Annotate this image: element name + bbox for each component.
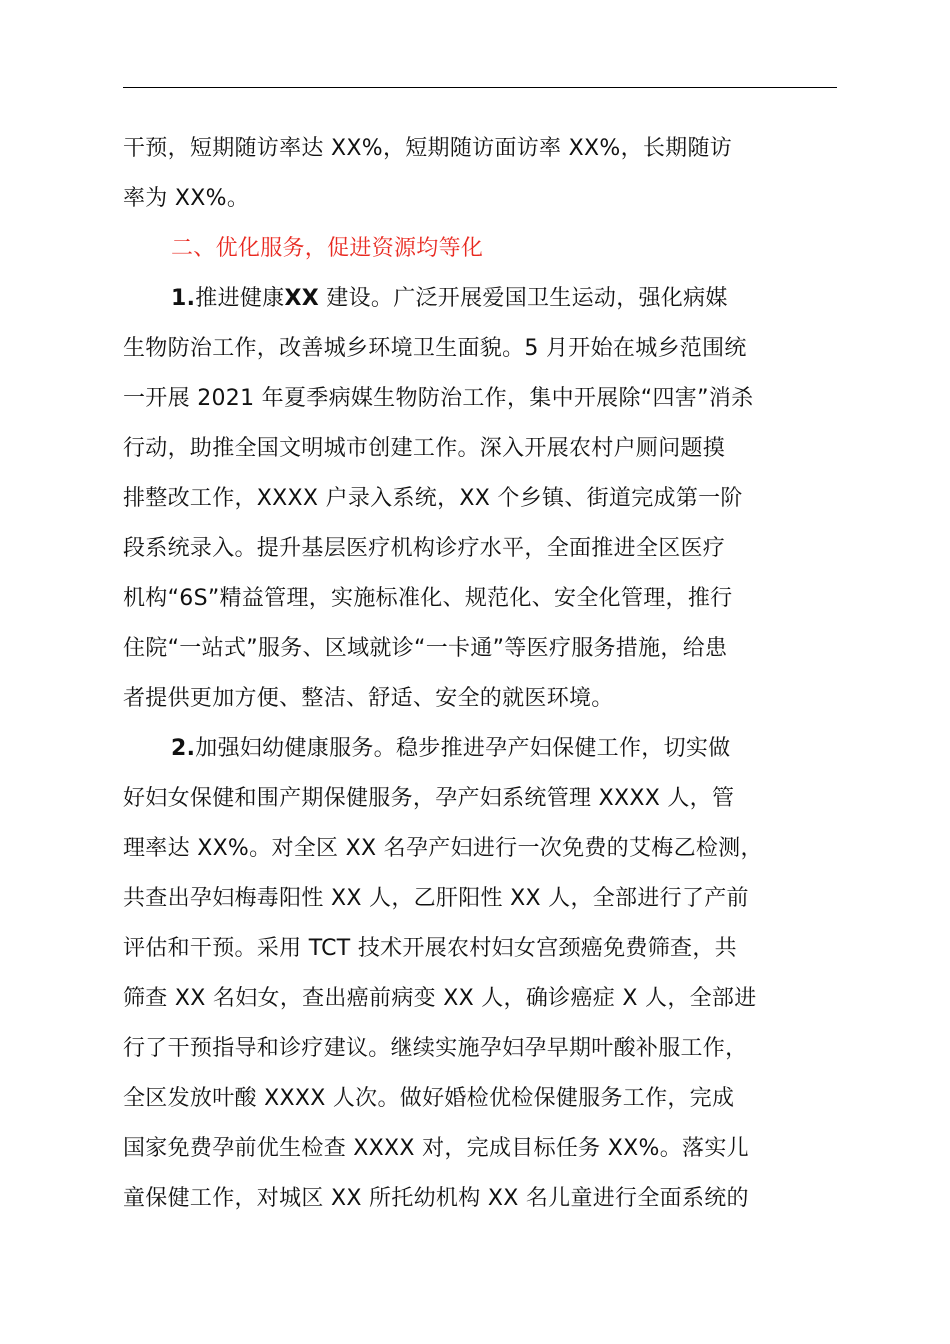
item-1-number: 1. (171, 286, 196, 311)
body-line: 干预，短期随访率达 XX%，短期随访面访率 XX%，长期随访 (123, 136, 733, 161)
document-body (123, 124, 843, 1224)
item-1-title-suffix: 建设。广泛开展爱国卫生运动，强化病媒 (319, 286, 728, 311)
body-line: 评估和干预。采用 TCT 技术开展农村妇女宫颈癌免费筛查，共 (123, 936, 737, 961)
body-line: 童保健工作，对城区 XX 所托幼机构 XX 名儿童进行全面系统的 (123, 1186, 749, 1211)
body-line: 住院“一站式”服务、区域就诊“一卡通”等医疗服务措施，给患 (123, 636, 728, 661)
item-1-title-bold: XX (284, 286, 319, 311)
header-rule (123, 87, 837, 88)
body-line: 段系统录入。提升基层医疗机构诊疗水平，全面推进全区医疗 (123, 536, 726, 561)
body-line: 率为 XX%。 (123, 186, 250, 211)
item-2-first-line: 加强妇幼健康服务。稳步推进孕产妇保健工作，切实做 (195, 736, 731, 761)
body-line: 机构“6S”精益管理，实施标准化、规范化、安全化管理，推行 (123, 586, 733, 611)
body-line: 生物防治工作，改善城乡环境卫生面貌。5 月开始在城乡范围统 (123, 336, 747, 361)
body-line: 筛查 XX 名妇女，查出癌前病变 XX 人，确诊癌症 X 人，全部进 (123, 986, 757, 1011)
body-line: 者提供更加方便、整洁、舒适、安全的就医环境。 (123, 686, 614, 711)
body-line: 一开展 2021 年夏季病媒生物防治工作，集中开展除“四害”消杀 (123, 386, 754, 411)
body-line: 行了干预指导和诊疗建议。继续实施孕妇孕早期叶酸补服工作， (123, 1036, 748, 1061)
item-1-title-line (123, 274, 843, 324)
body-line: 排整改工作，XXXX 户录入系统，XX 个乡镇、街道完成第一阶 (123, 486, 743, 511)
body-line: 好妇女保健和围产期保健服务，孕产妇系统管理 XXXX 人，管 (123, 786, 735, 811)
item-2-number: 2. (171, 736, 196, 761)
item-1-title-prefix: 推进健康 (195, 286, 285, 311)
body-line: 全区发放叶酸 XXXX 人次。做好婚检优检保健服务工作，完成 (123, 1086, 735, 1111)
body-line: 理率达 XX%。对全区 XX 名孕产妇进行一次免费的艾梅乙检测， (123, 836, 763, 861)
body-line: 国家免费孕前优生检查 XXXX 对，完成目标任务 XX%。落实儿 (123, 1136, 749, 1161)
section-heading: 二、优化服务，促进资源均等化 (171, 236, 484, 261)
item-2-title-line (123, 724, 843, 774)
body-line: 共查出孕妇梅毒阳性 XX 人，乙肝阳性 XX 人，全部进行了产前 (123, 886, 749, 911)
body-line: 行动，助推全国文明城市创建工作。深入开展农村户厕问题摸 (123, 436, 726, 461)
